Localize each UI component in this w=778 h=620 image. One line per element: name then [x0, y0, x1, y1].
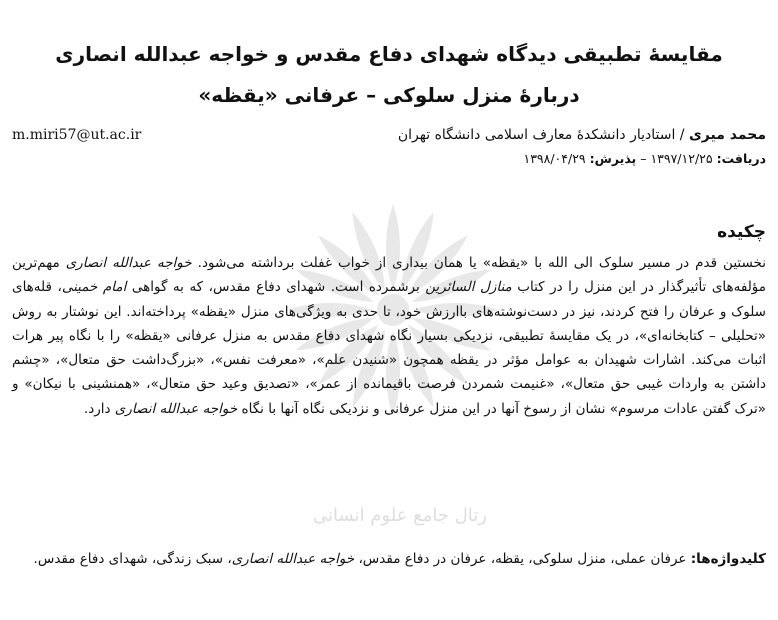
keywords-section — [12, 544, 766, 575]
author-info — [398, 124, 766, 146]
author-name: محمد میری — [688, 127, 766, 143]
abstract-text-4: ، قله‌های سلوک و عرفان را فتح کردند، نیز در دست‌نوشته‌های باارزش خود، تا حدی به ویژگی‌های منزل «یقظه» پرداخته‌اند. این نوشتار به روش «تحلیلی – کتابخانه‌ای»، در یک مقایسهٔ تطبیقی، نزدیکی بسیار نگاه شهدای دفاع مقدس به منزل عرفانی «یقظه» را با نگاه پیر هرات اثبات می‌کند. اشارات شهیدان به عوامل مؤثر در یقظه همچون «شنیدن علم»، «معرفت نفس»، «بزرگ‌داشت حق متعال»، «چشم داشتن به واردات غیبی حق متعال»، «غنیمت شمردن فرصت باقیمانده از عمر»، «تصدیق وعید حق متعال»، «همنشینی با نیکان» و «ترک گفتن عادات مرسوم» نشان از رسوخ آنها در این منزل عرفانی و نزدیکی نگاه آنها با نگاه — [12, 279, 766, 417]
keywords-text-1: عرفان عملی، منزل سلوکی، یقظه، عرفان در دفاع مقدس، — [354, 551, 691, 567]
abstract-emphasis-4: خواجه عبدالله انصاری — [114, 400, 238, 417]
author-line — [12, 124, 766, 146]
keywords-label: کلیدواژه‌ها: — [690, 551, 766, 567]
abstract-emphasis-3: امام خمینی — [61, 279, 127, 296]
received-date: ۱۳۹۷/۱۲/۲۵ – — [636, 151, 717, 166]
accepted-date: ۱۳۹۸/۰۴/۲۹ — [523, 151, 590, 166]
accepted-label: پذیرش: — [589, 151, 637, 166]
abstract-text-5: دارد. — [83, 400, 115, 417]
abstract-heading: چکیده — [717, 222, 766, 242]
author-affiliation: / استادیار دانشکدهٔ معارف اسلامی دانشگاه تهران — [397, 127, 689, 143]
paper-title-line2: دربارهٔ منزل سلوکی – عرفانی «یقظه» — [198, 83, 580, 107]
abstract-text-3: برشمرده است. شهدای دفاع مقدس، که به گواهی — [126, 279, 426, 296]
abstract-body — [12, 251, 766, 421]
abstract-text-1: نخستین قدم در مسیر سلوک الی الله با «یقظه» یا همان بیداری از خواب غفلت برداشته می‌شود. — [191, 255, 766, 271]
abstract-text-2: مهم‌ترین مؤلفه‌های تأثیرگذار در این منزل را در کتاب — [12, 255, 767, 296]
received-label: دریافت: — [716, 151, 766, 166]
keywords-emphasis: خواجه عبدالله انصاری — [231, 551, 355, 567]
submission-dates — [523, 149, 766, 169]
keywords-text-2: ، سبک زندگی، شهدای دفاع مقدس. — [33, 551, 232, 567]
author-email: m.miri57@ut.ac.ir — [12, 127, 142, 143]
paper-title-line1: مقایسهٔ تطبیقی دیدگاه شهدای دفاع مقدس و خواجه عبدالله انصاری — [55, 42, 723, 66]
watermark-text: رتال جامع علوم انسانی — [313, 505, 487, 526]
abstract-emphasis-1: خواجه عبدالله انصاری — [65, 255, 192, 271]
abstract-emphasis-2: منازل السائرین — [425, 279, 512, 296]
